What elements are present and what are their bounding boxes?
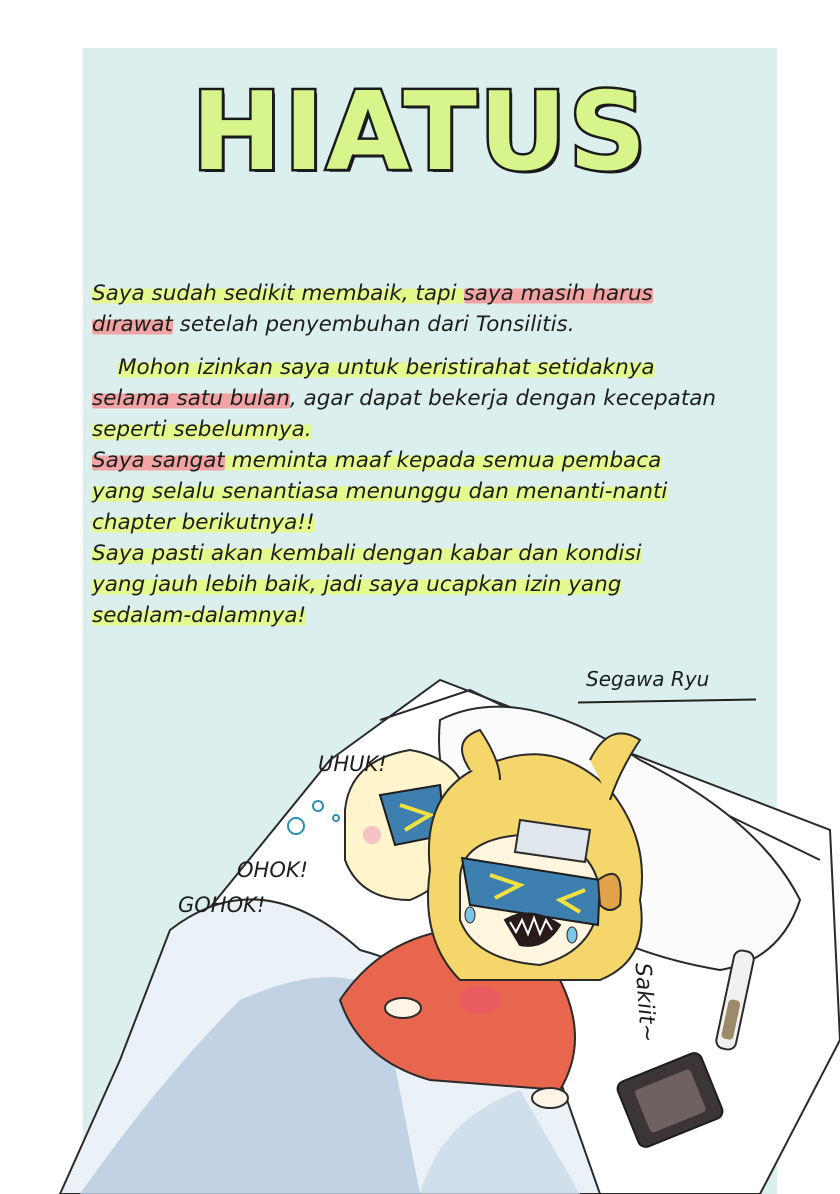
highlight-red: Saya sangat — [92, 448, 225, 473]
text-segment: Saya pasti akan kembali dengan kabar dan kondisi — [92, 541, 642, 566]
text-segment: chapter berikutnya!! — [92, 510, 315, 535]
text-segment: , agar dapat bekerja dengan kecepatan — [289, 386, 717, 411]
character-hand — [532, 1088, 568, 1108]
sfx-sakit: Sakiit~ — [629, 961, 660, 1044]
text-segment: yang jauh lebih baik, jadi saya ucapkan izin yang — [92, 572, 622, 597]
text-segment: yang selalu senantiasa menunggu dan menanti-nanti — [92, 479, 668, 504]
sfx-ohok: OHOK! — [237, 858, 309, 882]
highlight-red: dirawat — [92, 312, 173, 337]
text-segment: sedalam-dalamnya! — [92, 603, 307, 628]
page-title: HIATUS — [191, 70, 649, 195]
character-hand — [385, 998, 421, 1018]
text-segment: Saya sudah sedikit membaik, tapi — [92, 281, 464, 306]
text-segment: seperti sebelumnya. — [92, 417, 312, 442]
signature: Segawa Ryu — [586, 667, 710, 691]
sfx-uhuk: UHUK! — [318, 752, 387, 776]
text-segment: meminta maaf kepada semua pembaca — [224, 448, 662, 473]
text-segment: Mohon izinkan saya untuk beristirahat setidaknya — [118, 355, 655, 380]
text-segment: setelah penyembuhan dari Tonsilitis. — [172, 312, 575, 337]
highlight-red: saya masih harus — [463, 281, 653, 306]
highlight-red: selama satu bulan — [92, 386, 290, 411]
sfx-gohok: GOHOK! — [178, 893, 266, 917]
